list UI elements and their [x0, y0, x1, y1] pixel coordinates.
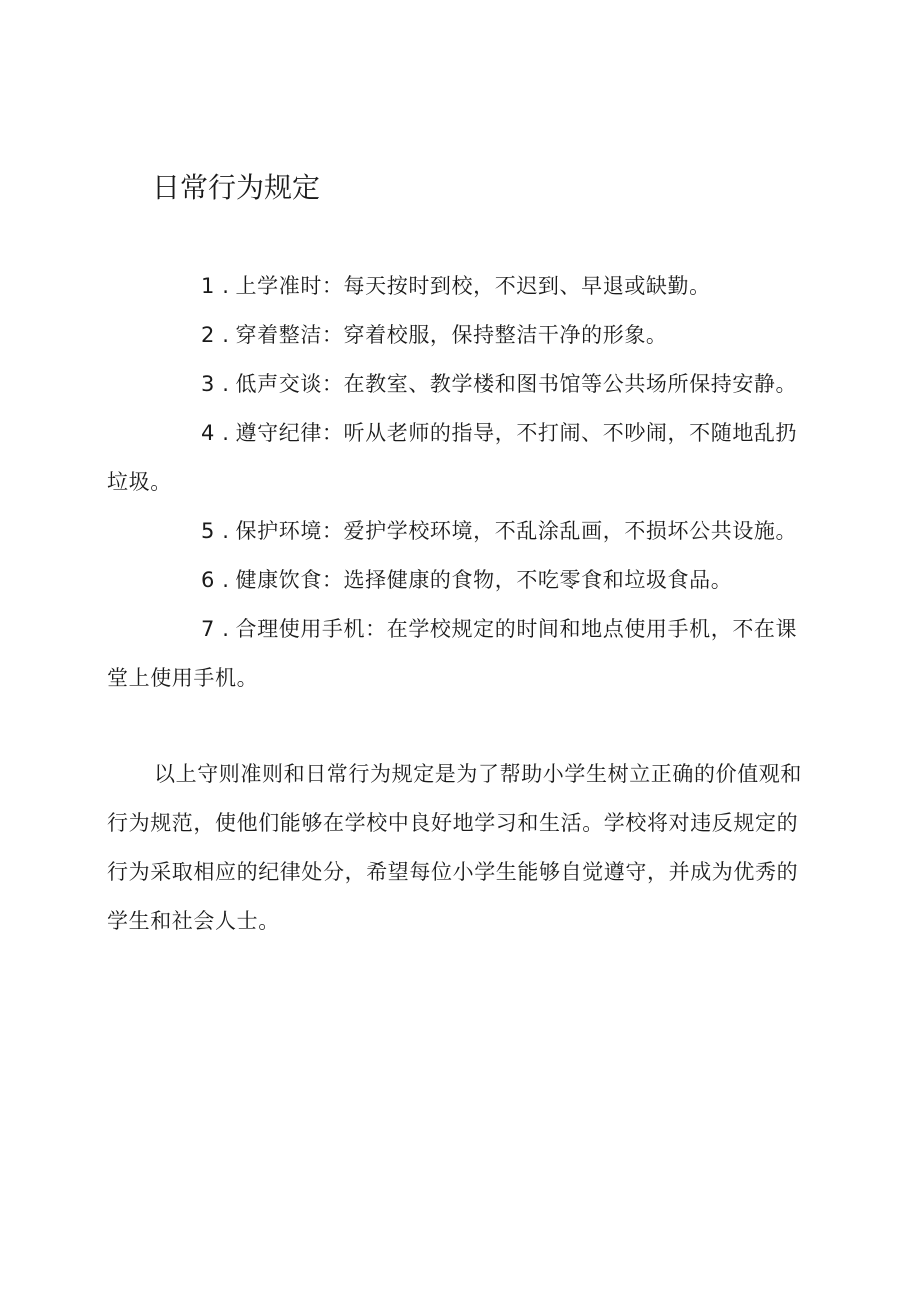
rule-number: 1 . [201, 274, 230, 298]
rule-text: 合理使用手机：在学校规定的时间和地点使用手机，不在课堂上使用手机。 [107, 617, 798, 690]
rule-number: 4 . [201, 421, 230, 445]
rule-text: 保护环境：爱护学校环境，不乱涂乱画，不损坏公共设施。 [235, 519, 798, 543]
page-title: 日常行为规定 [152, 171, 321, 204]
rule-item [107, 360, 812, 409]
rule-text: 健康饮食：选择健康的食物，不吃零食和垃圾食品。 [235, 568, 733, 592]
rule-number: 6 . [201, 568, 230, 592]
rule-number: 5 . [201, 519, 230, 543]
rule-text: 低声交谈：在教室、教学楼和图书馆等公共场所保持安静。 [235, 372, 798, 396]
rule-item [107, 556, 812, 605]
rule-text: 遵守纪律：听从老师的指导，不打闹、不吵闹，不随地乱扔垃圾。 [107, 421, 798, 494]
rule-item [107, 409, 812, 507]
rule-number: 3 . [201, 372, 230, 396]
rule-item [107, 605, 812, 703]
summary-paragraph: 以上守则准则和日常行为规定是为了帮助小学生树立正确的价值观和行为规范，使他们能够在学校中良好地学习和生活。学校将对违反规定的行为采取相应的纪律处分，希望每位小学生能够自觉遵守，并成为优秀的学生和社会人士。 [107, 762, 802, 933]
rule-item [107, 262, 812, 311]
rule-item [107, 507, 812, 556]
rules-list [107, 262, 812, 703]
rule-item [107, 311, 812, 360]
rule-number: 7 . [201, 617, 230, 641]
rule-number: 2 . [201, 323, 230, 347]
rule-text: 穿着整洁：穿着校服，保持整洁干净的形象。 [235, 323, 668, 347]
rule-text: 上学准时：每天按时到校，不迟到、早退或缺勤。 [235, 274, 711, 298]
